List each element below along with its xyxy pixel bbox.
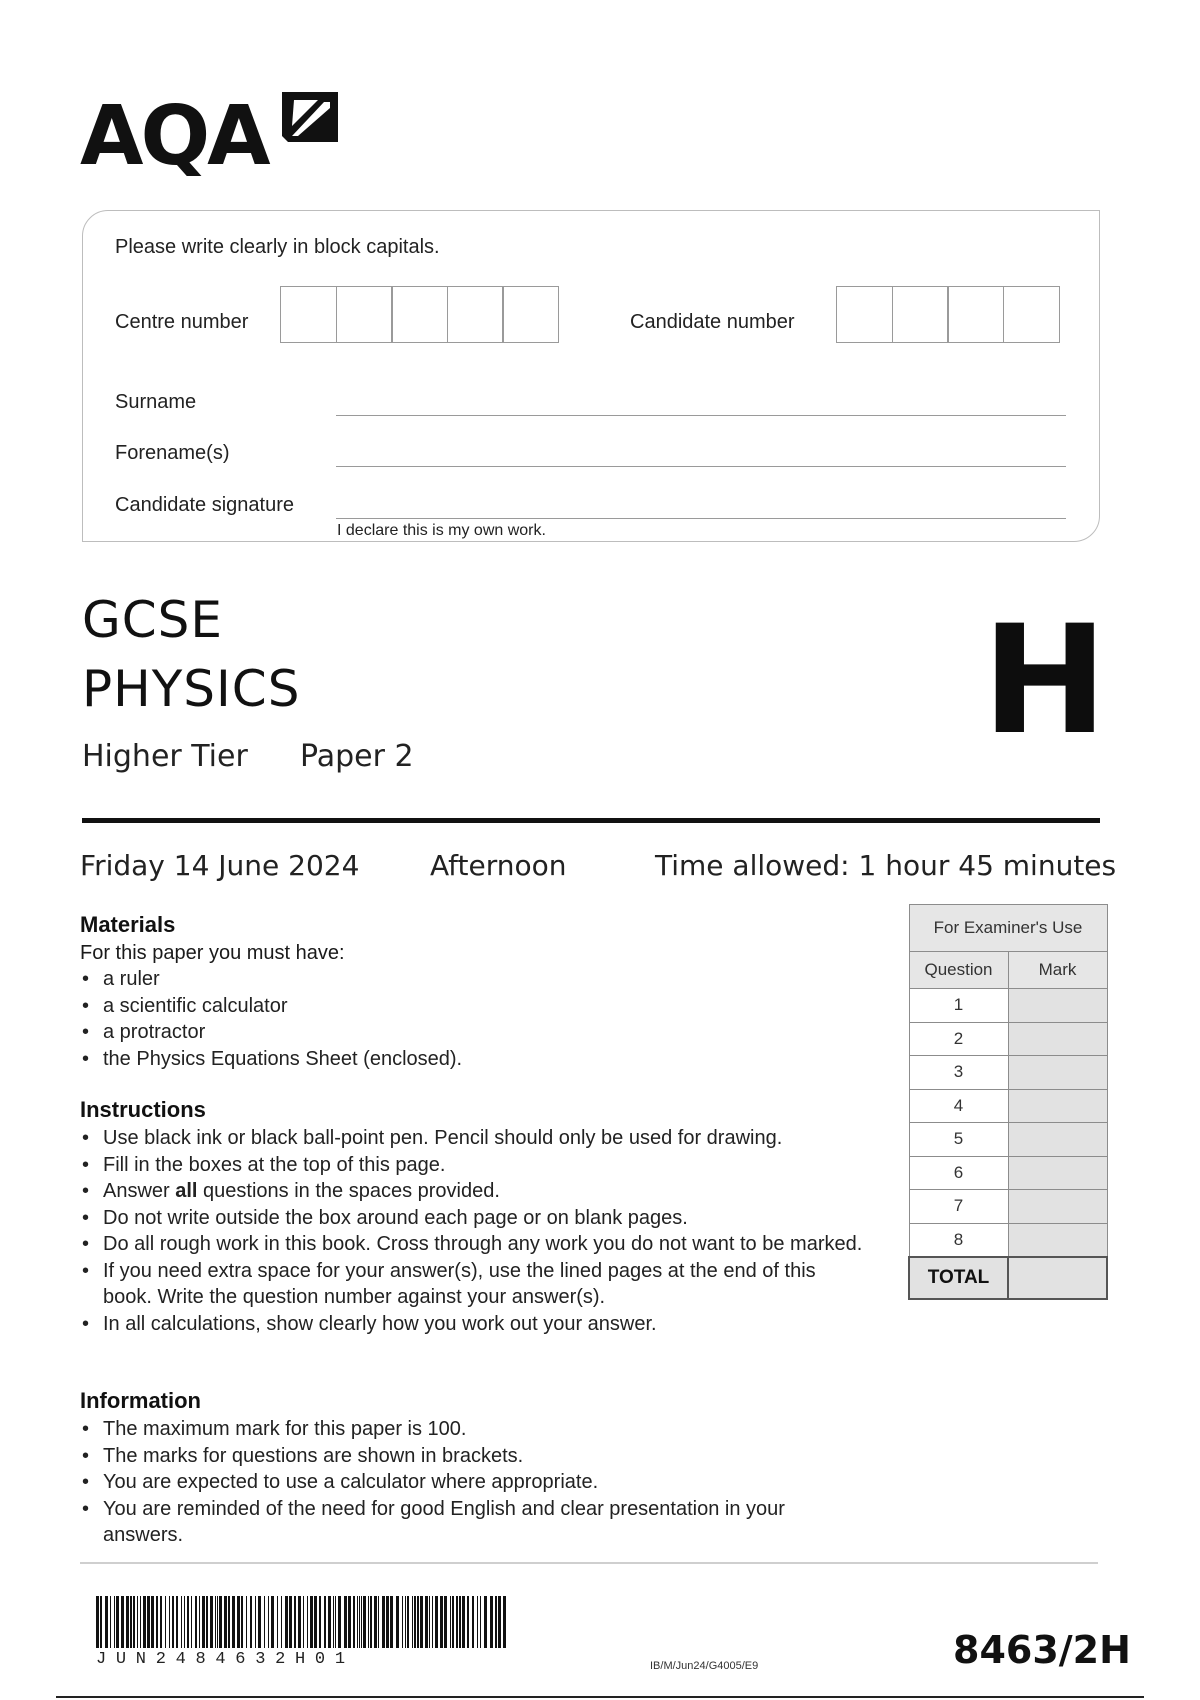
table-row xyxy=(909,1123,1107,1157)
barcode-bar xyxy=(344,1596,347,1648)
list-item: • If you need extra space for your answer(s), use the lined pages at the end of this book. Write the question number against your answer(s). xyxy=(80,1258,863,1311)
barcode-bar xyxy=(258,1596,261,1648)
page-bottom-rule xyxy=(56,1696,1144,1698)
barcode-bar xyxy=(402,1596,403,1648)
barcode-bar xyxy=(143,1596,146,1648)
barcode xyxy=(96,1596,510,1648)
mark-cell xyxy=(1008,1223,1107,1257)
tier-label: Higher Tier xyxy=(82,739,248,774)
centre-number-digit-box[interactable] xyxy=(391,286,448,343)
barcode-bar xyxy=(333,1596,334,1648)
barcode-bar xyxy=(206,1596,208,1648)
barcode-bar xyxy=(338,1596,341,1648)
barcode-bar xyxy=(130,1596,132,1648)
centre-number-digit-box[interactable] xyxy=(336,286,393,343)
barcode-bar xyxy=(172,1596,174,1648)
barcode-bar xyxy=(414,1596,416,1648)
barcode-bar xyxy=(432,1596,433,1648)
materials-list xyxy=(80,966,900,1072)
barcode-bar xyxy=(191,1596,192,1648)
barcode-bar xyxy=(459,1596,461,1648)
barcode-bar xyxy=(105,1596,108,1648)
barcode-bar xyxy=(100,1596,102,1648)
barcode-bar xyxy=(348,1596,351,1648)
list-item: • You are expected to use a calculator where appropriate. xyxy=(80,1469,900,1496)
information-list xyxy=(80,1416,900,1549)
barcode-bar xyxy=(137,1596,138,1648)
candidate-number-digit-box[interactable] xyxy=(892,286,949,343)
candidate-number-digit-box[interactable] xyxy=(836,286,893,343)
barcode-bar xyxy=(181,1596,182,1648)
surname-field[interactable] xyxy=(336,415,1066,416)
barcode-bar xyxy=(472,1596,474,1648)
barcode-bar xyxy=(237,1596,240,1648)
instructions-list xyxy=(80,1125,900,1337)
centre-number-label: Centre number xyxy=(115,311,249,333)
question-number: 7 xyxy=(909,1190,1008,1224)
aqa-flag-icon xyxy=(278,88,342,148)
list-item: • a ruler xyxy=(80,966,900,993)
barcode-bar xyxy=(140,1596,141,1648)
barcode-bar xyxy=(310,1596,313,1648)
mark-cell xyxy=(1008,1123,1107,1157)
mark-cell xyxy=(1008,1056,1107,1090)
barcode-bar xyxy=(156,1596,158,1648)
candidate-number-digit-box[interactable] xyxy=(947,286,1004,343)
barcode-bar xyxy=(498,1596,501,1648)
total-label: TOTAL xyxy=(909,1257,1008,1299)
centre-number-input[interactable] xyxy=(280,286,559,343)
signature-label: Candidate signature xyxy=(115,494,295,516)
candidate-details-box xyxy=(82,210,1100,542)
barcode-bar xyxy=(307,1596,308,1648)
barcode-bar xyxy=(462,1596,465,1648)
barcode-bar xyxy=(363,1596,366,1648)
barcode-bar xyxy=(319,1596,321,1648)
barcode-bar xyxy=(147,1596,150,1648)
table-row xyxy=(909,1223,1107,1257)
table-row xyxy=(909,1190,1107,1224)
barcode-bar xyxy=(250,1596,252,1648)
barcode-bar xyxy=(187,1596,189,1648)
barcode-bar xyxy=(176,1596,178,1648)
total-row xyxy=(909,1257,1107,1299)
question-number: 8 xyxy=(909,1223,1008,1257)
question-number: 2 xyxy=(909,1022,1008,1056)
barcode-bar xyxy=(429,1596,430,1648)
barcode-bar xyxy=(289,1596,292,1648)
barcode-bar xyxy=(452,1596,454,1648)
instructions-heading: Instructions xyxy=(80,1097,206,1122)
table-row xyxy=(909,989,1107,1023)
mark-column-header: Mark xyxy=(1008,952,1107,989)
barcode-bar xyxy=(246,1596,247,1648)
table-row xyxy=(909,1156,1107,1190)
table-row xyxy=(909,1089,1107,1123)
barcode-bar xyxy=(217,1596,218,1648)
barcode-bar xyxy=(285,1596,288,1648)
barcode-bar xyxy=(126,1596,129,1648)
paper-code: 8463/2H xyxy=(953,1628,1131,1672)
barcode-bar xyxy=(215,1596,216,1648)
barcode-bar xyxy=(444,1596,447,1648)
barcode-bar xyxy=(490,1596,493,1648)
barcode-bar xyxy=(450,1596,451,1648)
candidate-number-label: Candidate number xyxy=(630,311,795,333)
block-capitals-instruction: Please write clearly in block capitals. xyxy=(115,236,440,258)
barcode-bar xyxy=(420,1596,423,1648)
barcode-bar xyxy=(396,1596,399,1648)
barcode-bar xyxy=(382,1596,385,1648)
exam-session: Afternoon xyxy=(430,849,567,882)
table-row xyxy=(909,1056,1107,1090)
barcode-bar xyxy=(405,1596,406,1648)
barcode-text: JUN2484632H01 xyxy=(96,1650,355,1669)
exam-date: Friday 14 June 2024 xyxy=(80,849,360,882)
barcode-bar xyxy=(169,1596,170,1648)
information-section xyxy=(80,1388,900,1549)
list-item: • Answer all questions in the spaces provided. xyxy=(80,1178,900,1205)
materials-intro: For this paper you must have: xyxy=(80,942,345,964)
barcode-bar xyxy=(165,1596,166,1648)
barcode-bar xyxy=(255,1596,256,1648)
list-item: • Fill in the boxes at the top of this page. xyxy=(80,1152,900,1179)
barcode-bar xyxy=(368,1596,369,1648)
barcode-bar xyxy=(277,1596,278,1648)
barcode-bar xyxy=(335,1596,336,1648)
barcode-bar xyxy=(202,1596,205,1648)
mark-cell xyxy=(1008,1022,1107,1056)
barcode-bar xyxy=(495,1596,497,1648)
barcode-bar xyxy=(268,1596,269,1648)
barcode-bar xyxy=(314,1596,317,1648)
signature-field[interactable] xyxy=(336,518,1066,519)
question-number: 1 xyxy=(909,989,1008,1023)
barcode-bar xyxy=(324,1596,326,1648)
barcode-bar xyxy=(160,1596,162,1648)
barcode-bar xyxy=(224,1596,227,1648)
paper-reference: IB/M/Jun24/G4005/E9 xyxy=(650,1660,759,1672)
centre-number-digit-box[interactable] xyxy=(447,286,504,343)
mark-cell xyxy=(1008,989,1107,1023)
instructions-section xyxy=(80,1097,900,1337)
barcode-bar xyxy=(110,1596,111,1648)
centre-number-digit-box[interactable] xyxy=(280,286,337,343)
barcode-bar xyxy=(353,1596,355,1648)
list-item: • Do not write outside the box around each page or on blank pages. xyxy=(80,1205,900,1232)
centre-number-digit-box[interactable] xyxy=(502,286,559,343)
materials-heading: Materials xyxy=(80,912,176,937)
paper-label: Paper 2 xyxy=(300,739,414,774)
barcode-bar xyxy=(328,1596,331,1648)
barcode-bar xyxy=(480,1596,481,1648)
barcode-bar xyxy=(303,1596,304,1648)
subject-title: PHYSICS xyxy=(82,660,301,718)
barcode-bar xyxy=(271,1596,274,1648)
question-number: 3 xyxy=(909,1056,1008,1090)
barcode-bar xyxy=(199,1596,200,1648)
forenames-field[interactable] xyxy=(336,466,1066,467)
list-item: • The marks for questions are shown in brackets. xyxy=(80,1443,900,1470)
list-item: • The maximum mark for this paper is 100. xyxy=(80,1416,900,1443)
table-row xyxy=(909,1022,1107,1056)
barcode-bar xyxy=(264,1596,265,1648)
materials-section xyxy=(80,912,900,1072)
barcode-bar xyxy=(435,1596,438,1648)
barcode-bar xyxy=(378,1596,379,1648)
list-item: • a protractor xyxy=(80,1019,900,1046)
question-number: 6 xyxy=(909,1156,1008,1190)
barcode-bar xyxy=(210,1596,213,1648)
barcode-bar xyxy=(232,1596,235,1648)
title-divider xyxy=(82,818,1100,823)
footer-divider xyxy=(80,1562,1098,1564)
qualification-title: GCSE xyxy=(82,591,223,649)
logo-text: AQA xyxy=(80,89,268,184)
emphasis-all: all xyxy=(175,1180,198,1202)
barcode-bar xyxy=(407,1596,409,1648)
list-item: • In all calculations, show clearly how you work out your answer. xyxy=(80,1311,900,1338)
barcode-bar xyxy=(116,1596,119,1648)
list-item: • You are reminded of the need for good English and clear presentation in your answers. xyxy=(80,1496,843,1549)
barcode-bar xyxy=(241,1596,243,1648)
barcode-bar xyxy=(412,1596,413,1648)
barcode-bar xyxy=(386,1596,389,1648)
barcode-bar xyxy=(359,1596,360,1648)
barcode-bar xyxy=(298,1596,301,1648)
barcode-bar xyxy=(417,1596,419,1648)
list-item: • Do all rough work in this book. Cross through any work you do not want to be marked. xyxy=(80,1231,863,1258)
barcode-bar xyxy=(390,1596,393,1648)
barcode-bar xyxy=(228,1596,230,1648)
barcode-bar xyxy=(96,1596,99,1648)
examiner-use-table xyxy=(908,904,1108,1300)
mark-cell xyxy=(1008,1089,1107,1123)
barcode-bar xyxy=(151,1596,154,1648)
question-number: 4 xyxy=(909,1089,1008,1123)
barcode-bar xyxy=(425,1596,428,1648)
barcode-bar xyxy=(370,1596,372,1648)
forenames-label: Forename(s) xyxy=(115,442,230,464)
mark-cell xyxy=(1008,1190,1107,1224)
barcode-bar xyxy=(121,1596,124,1648)
barcode-bar xyxy=(374,1596,377,1648)
surname-label: Surname xyxy=(115,391,197,413)
barcode-bar xyxy=(477,1596,478,1648)
barcode-bar xyxy=(219,1596,222,1648)
barcode-bar xyxy=(456,1596,458,1648)
total-mark-cell xyxy=(1008,1257,1107,1299)
barcode-bar xyxy=(503,1596,506,1648)
time-allowed: Time allowed: 1 hour 45 minutes xyxy=(655,849,1117,882)
mark-cell xyxy=(1008,1156,1107,1190)
barcode-bar xyxy=(281,1596,282,1648)
list-item: • Use black ink or black ball-point pen. Pencil should only be used for drawing. xyxy=(80,1125,900,1152)
aqa-logo xyxy=(80,86,350,186)
question-column-header: Question xyxy=(909,952,1008,989)
barcode-bar xyxy=(440,1596,443,1648)
barcode-bar xyxy=(195,1596,197,1648)
barcode-bar xyxy=(114,1596,115,1648)
barcode-bar xyxy=(184,1596,185,1648)
information-heading: Information xyxy=(80,1388,201,1413)
question-number: 5 xyxy=(909,1123,1008,1157)
barcode-bar xyxy=(361,1596,362,1648)
declaration-text: I declare this is my own work. xyxy=(337,522,546,539)
list-item: • the Physics Equations Sheet (enclosed). xyxy=(80,1046,900,1073)
barcode-bar xyxy=(467,1596,469,1648)
examiner-table-title: For Examiner's Use xyxy=(909,905,1107,952)
barcode-bar xyxy=(133,1596,135,1648)
barcode-bar xyxy=(357,1596,358,1648)
barcode-bar xyxy=(294,1596,296,1648)
list-item: • a scientific calculator xyxy=(80,993,900,1020)
tier-letter: H xyxy=(982,594,1108,768)
candidate-number-digit-box[interactable] xyxy=(1003,286,1060,343)
barcode-bar xyxy=(484,1596,487,1648)
candidate-number-input[interactable] xyxy=(836,286,1060,343)
